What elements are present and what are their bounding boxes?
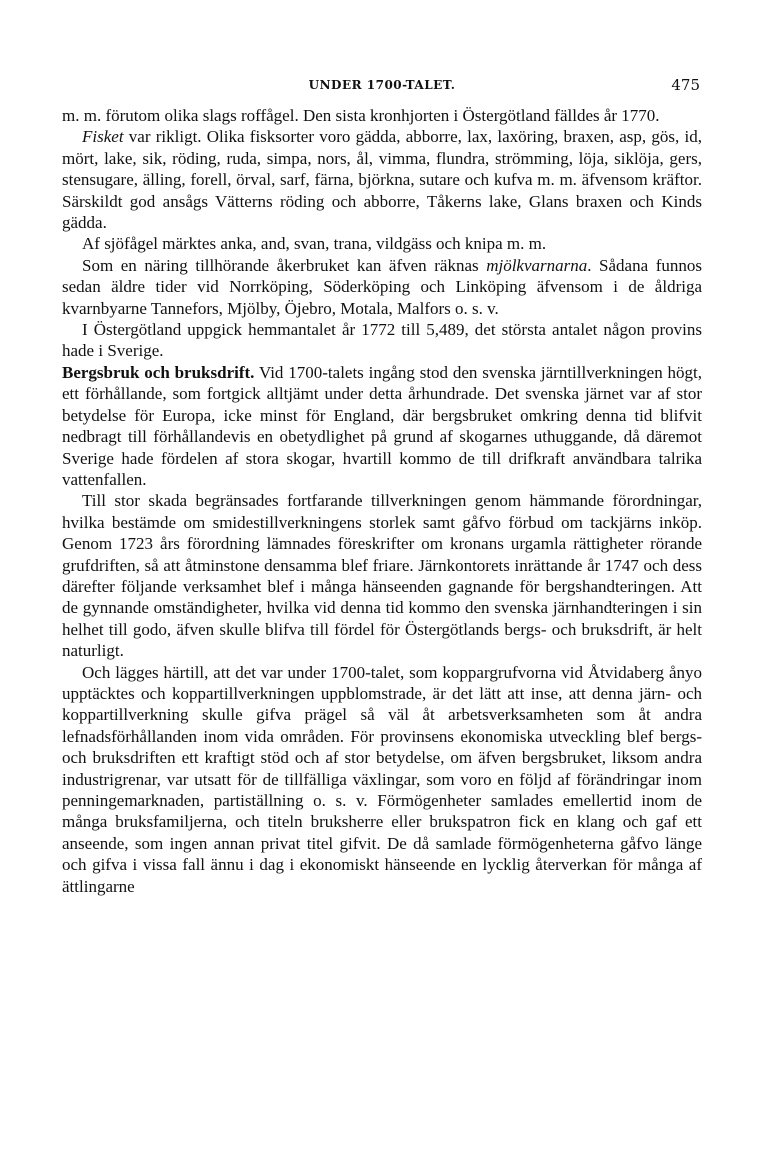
page-header [62,78,702,98]
paragraph-text: var rikligt. Olika fisksorter voro gädda, abborre, lax, laxöring, braxen, asp, gös, id, mört, lake, sik, röding, ruda, simpa, nors, ål, vimma, flundra, strömming, löja, siklöja, gers, stensugare, älling, forell, örval, sarf, färna, björkna, sutare och kufva m. m. äfvensom kräftor. Särskildt god ansågs Vätterns röding och abborre, Tåkerns lake, Glans braxen och Kinds gädda. [62,127,702,233]
body-text [62,105,702,897]
section-heading: Bergsbruk och bruksdrift. [62,362,255,382]
paragraph-bergsbruk [62,362,702,490]
paragraph-text: Som en näring tillhörande åkerbruket kan äfven räknas [82,255,487,275]
page-number: 475 [671,76,700,94]
paragraph-text: Vid 1700-talets ingång stod den svenska järntillverkningen högt, ett förhållande, som fortgick alltjämt under detta århundrade. Det svenska järnet var af stor betydelse för Europa, icke minst för England, där bergsbruket omkring denna tid blifvit nedbragt till förhållandevis en obetydlighet på grund af skogarnes uthuggande, då däremot Sverige hade fördelen af stora skogar, hvartill kommo de till drifkraft användbara talrika vattenfallen. [62,362,702,489]
paragraph-forordningar: Till stor skada begränsades fortfarande tillverkningen genom hämmande förordningar, hvilka bestämde om smidestillverkningens storlek samt gåfvo förbud om tackjärns inköp. Genom 1723 års förordning lämnades föreskrifter om kronans urgamla rättigheter rörande grufdriften, så att åtminstone densamma blef friare. Järnkontorets inrättande år 1747 och dess därefter följande verksamhet blef i många hänseenden gagnande för bergshandteringen. Att de gynnande omständigheter, hvilka vid denna tid kommo den svenska järnhandteringen i sin helhet till godo, äfven skulle blifva till fördel för Östergötlands bergs- och bruksdrift, är helt naturligt. [62,491,702,661]
paragraph-1: m. m. förutom olika slags roffågel. Den sista kronhjorten i Östergötland fälldes år 1770. [62,106,660,125]
paragraph-text: . Sådana funnos sedan äldre tider vid Norrköping, Söderköping och Linköping äfvensom i de åldriga kvarnbyarne Tannefors, Mjölby, Öjebro, Motala, Malfors o. s. v. [62,255,702,318]
paragraph-fisket [62,126,702,233]
paragraph-sjofagel: Af sjöfågel märktes anka, and, svan, trana, vildgäss och knipa m. m. [82,234,547,254]
paragraph-mjolkvarnarna [62,255,702,319]
paragraph-hemmantal: I Östergötland uppgick hemmantalet år 1772 till 5,489, det största antalet någon provins hade i Sverige. [62,320,702,361]
italic-term: mjölkvarnarna [486,255,588,275]
italic-lead: Fisket [82,127,124,147]
paragraph-atvidaberg: Och lägges härtill, att det var under 1700-talet, som koppargrufvorna vid Åtvidaberg ånyo upptäcktes och koppartillverkningen uppblomstrade, är det lätt att inse, att denna järn- och koppartillverkning skulle gifva prägel så väl åt arbetsverksamheten som åt andra lefnadsförhållanden inom vida områden. För provinsens ekonomiska utveckling blef bergs- och bruksdriften ett kraftigt stöd och af stor betydelse, om äfven bergsbruket, liksom andra industrigrenar, var utsatt för de tillfälliga växlingar, som voro en följd af förändringar inom penningemarknaden, partiställning o. s. v. Förmögenheter samlades emellertid inom de många bruksfamiljerna, och titeln bruksherre eller brukspatron fick en klang och gaf ett anseende, som ingen annan privat titel gifvit. De då samlade förmögenheterna gåfvo länge och gifva i vissa fall ännu i dag i ekonomiskt hänseende en lycklig återverkan för många af ättlingarne [62,662,702,896]
running-head: UNDER 1700-TALET. [308,78,456,92]
